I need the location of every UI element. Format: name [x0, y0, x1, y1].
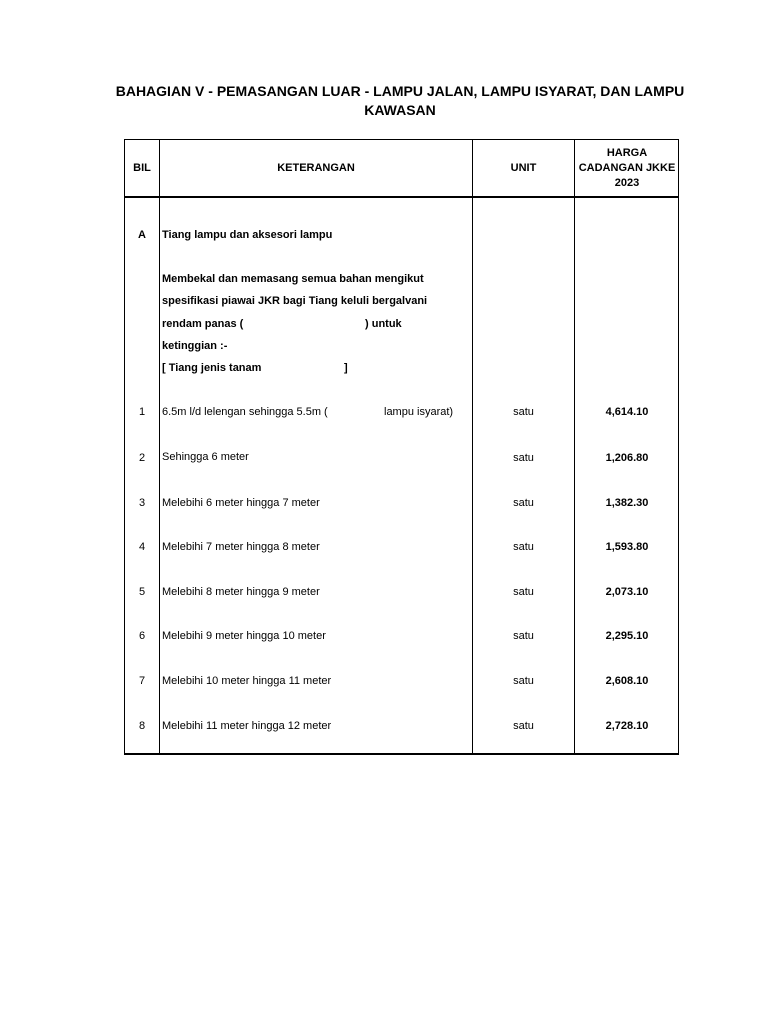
row-unit: satu: [513, 675, 534, 687]
description-line: ) untuk: [365, 318, 402, 330]
row-description: Melebihi 6 meter hingga 7 meter: [162, 497, 320, 509]
row-bil: 8: [138, 720, 146, 732]
header-bil: BIL: [133, 161, 151, 174]
row-price: 1,206.80: [605, 452, 649, 464]
description-line: [ Tiang jenis tanam: [162, 362, 262, 374]
row-price: 4,614.10: [605, 406, 649, 418]
row-price: 2,295.10: [605, 630, 649, 642]
row-bil: 6: [138, 630, 146, 642]
row-bil: 4: [138, 541, 146, 553]
row-unit: satu: [513, 406, 534, 418]
header-unit: UNIT: [510, 161, 537, 174]
column-divider: [472, 140, 473, 753]
row-price: 2,728.10: [605, 720, 649, 732]
header-harga-line-3: 2023: [614, 176, 640, 189]
row-unit: satu: [513, 720, 534, 732]
description-line: rendam panas (: [162, 318, 244, 330]
section-code: A: [138, 229, 146, 241]
column-divider: [159, 140, 160, 753]
description-line: ketinggian :-: [162, 340, 228, 352]
row-bil: 1: [138, 406, 146, 418]
description-line: spesifikasi piawai JKR bagi Tiang keluli bergalvani: [162, 295, 428, 307]
row-bil: 5: [138, 586, 146, 598]
row-price: 1,593.80: [605, 541, 649, 553]
header-harga: [575, 140, 679, 196]
page-title-line-2: KAWASAN: [364, 102, 436, 118]
column-divider: [574, 140, 575, 753]
row-price: 2,073.10: [605, 586, 649, 598]
page-title-line-1: BAHAGIAN V - PEMASANGAN LUAR - LAMPU JALAN, LAMPU ISYARAT, DAN LAMPU: [115, 83, 685, 99]
row-description: Melebihi 9 meter hingga 10 meter: [162, 630, 326, 642]
row-unit: satu: [513, 452, 534, 464]
section-title: Tiang lampu dan aksesori lampu: [162, 229, 333, 241]
row-description: Sehingga 6 meter: [162, 451, 249, 463]
row-description: Melebihi 10 meter hingga 11 meter: [162, 675, 332, 687]
price-table: [124, 139, 679, 755]
row-unit: satu: [513, 541, 534, 553]
row-bil: 3: [138, 497, 146, 509]
row-unit: satu: [513, 630, 534, 642]
row-unit: satu: [513, 586, 534, 598]
header-keterangan: KETERANGAN: [277, 161, 355, 174]
row-description: Melebihi 7 meter hingga 8 meter: [162, 541, 320, 553]
description-line: Membekal dan memasang semua bahan mengikut: [162, 273, 424, 285]
page-title: [110, 82, 690, 120]
header-divider: [125, 196, 678, 198]
row-price: 1,382.30: [605, 497, 649, 509]
row-description: Melebihi 8 meter hingga 9 meter: [162, 586, 320, 598]
header-harga-line-2: CADANGAN JKKE: [578, 161, 676, 174]
description-line: ]: [344, 362, 348, 374]
header-harga-line-1: HARGA: [606, 146, 648, 159]
row-unit: satu: [513, 497, 534, 509]
row-bil: 7: [138, 675, 146, 687]
row-description-extra: lampu isyarat): [384, 406, 454, 418]
row-price: 2,608.10: [605, 675, 649, 687]
row-bil: 2: [138, 452, 146, 464]
row-description: 6.5m l/d lelengan sehingga 5.5m (: [162, 406, 328, 418]
row-description: Melebihi 11 meter hingga 12 meter: [162, 720, 332, 732]
